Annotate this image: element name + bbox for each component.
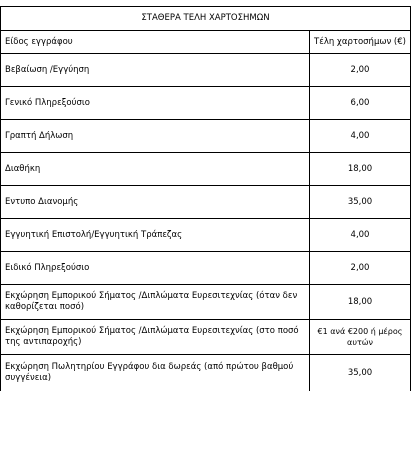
stamp-duty-table [0,6,411,391]
column-header-document-type: Είδος εγγράφου [1,31,310,54]
fee-cell: 2,00 [310,252,411,285]
table-row [1,320,411,355]
document-type-cell: Γραπτή Δήλωση [1,120,310,153]
fee-cell: 35,00 [310,186,411,219]
fee-cell: 6,00 [310,87,411,120]
table-row [1,252,411,285]
document-type-cell: Διαθήκη [1,153,310,186]
document-type-cell: Εντυπο Διανομής [1,186,310,219]
table-row [1,120,411,153]
fee-cell: 35,00 [310,355,411,392]
document-type-cell: Εγγυητική Επιστολή/Εγγυητική Τράπεζας [1,219,310,252]
document-type-cell: Γενικό Πληρεξούσιο [1,87,310,120]
document-type-cell: Ειδικό Πληρεξούσιο [1,252,310,285]
column-header-stamp-fee: Τέλη χαρτοσήμων (€) [310,31,411,54]
fee-cell: 4,00 [310,120,411,153]
fee-cell: 4,00 [310,219,411,252]
fee-cell: 18,00 [310,153,411,186]
document-type-cell: Εκχώρηση Πωλητηρίου Εγγράφου δια δωρεάς (από πρώτου βαθμού συγγένεια) [1,355,310,392]
document-type-cell: Βεβαίωση /Εγγύηση [1,54,310,87]
table-row [1,186,411,219]
table-header-row [1,31,411,54]
table-row [1,153,411,186]
table-row [1,355,411,392]
table-row [1,87,411,120]
fee-cell: 2,00 [310,54,411,87]
document-type-cell: Εκχώρηση Εμπορικού Σήματος /Διπλώματα Ευρεσιτεχνίας (όταν δεν καθορίζεται ποσό) [1,285,310,320]
fee-cell: €1 ανά €200 ή μέρος αυτών [310,320,411,355]
table-row [1,219,411,252]
table-row [1,285,411,320]
table-title-row [1,7,411,31]
fee-cell: 18,00 [310,285,411,320]
table-row [1,54,411,87]
document-type-cell: Εκχώρηση Εμπορικού Σήματος /Διπλώματα Ευρεσιτεχνίας (στο ποσό της αντιπαροχής) [1,320,310,355]
table-title: ΣΤΑΘΕΡΑ ΤΕΛΗ ΧΑΡΤΟΣΗΜΩΝ [1,7,411,31]
